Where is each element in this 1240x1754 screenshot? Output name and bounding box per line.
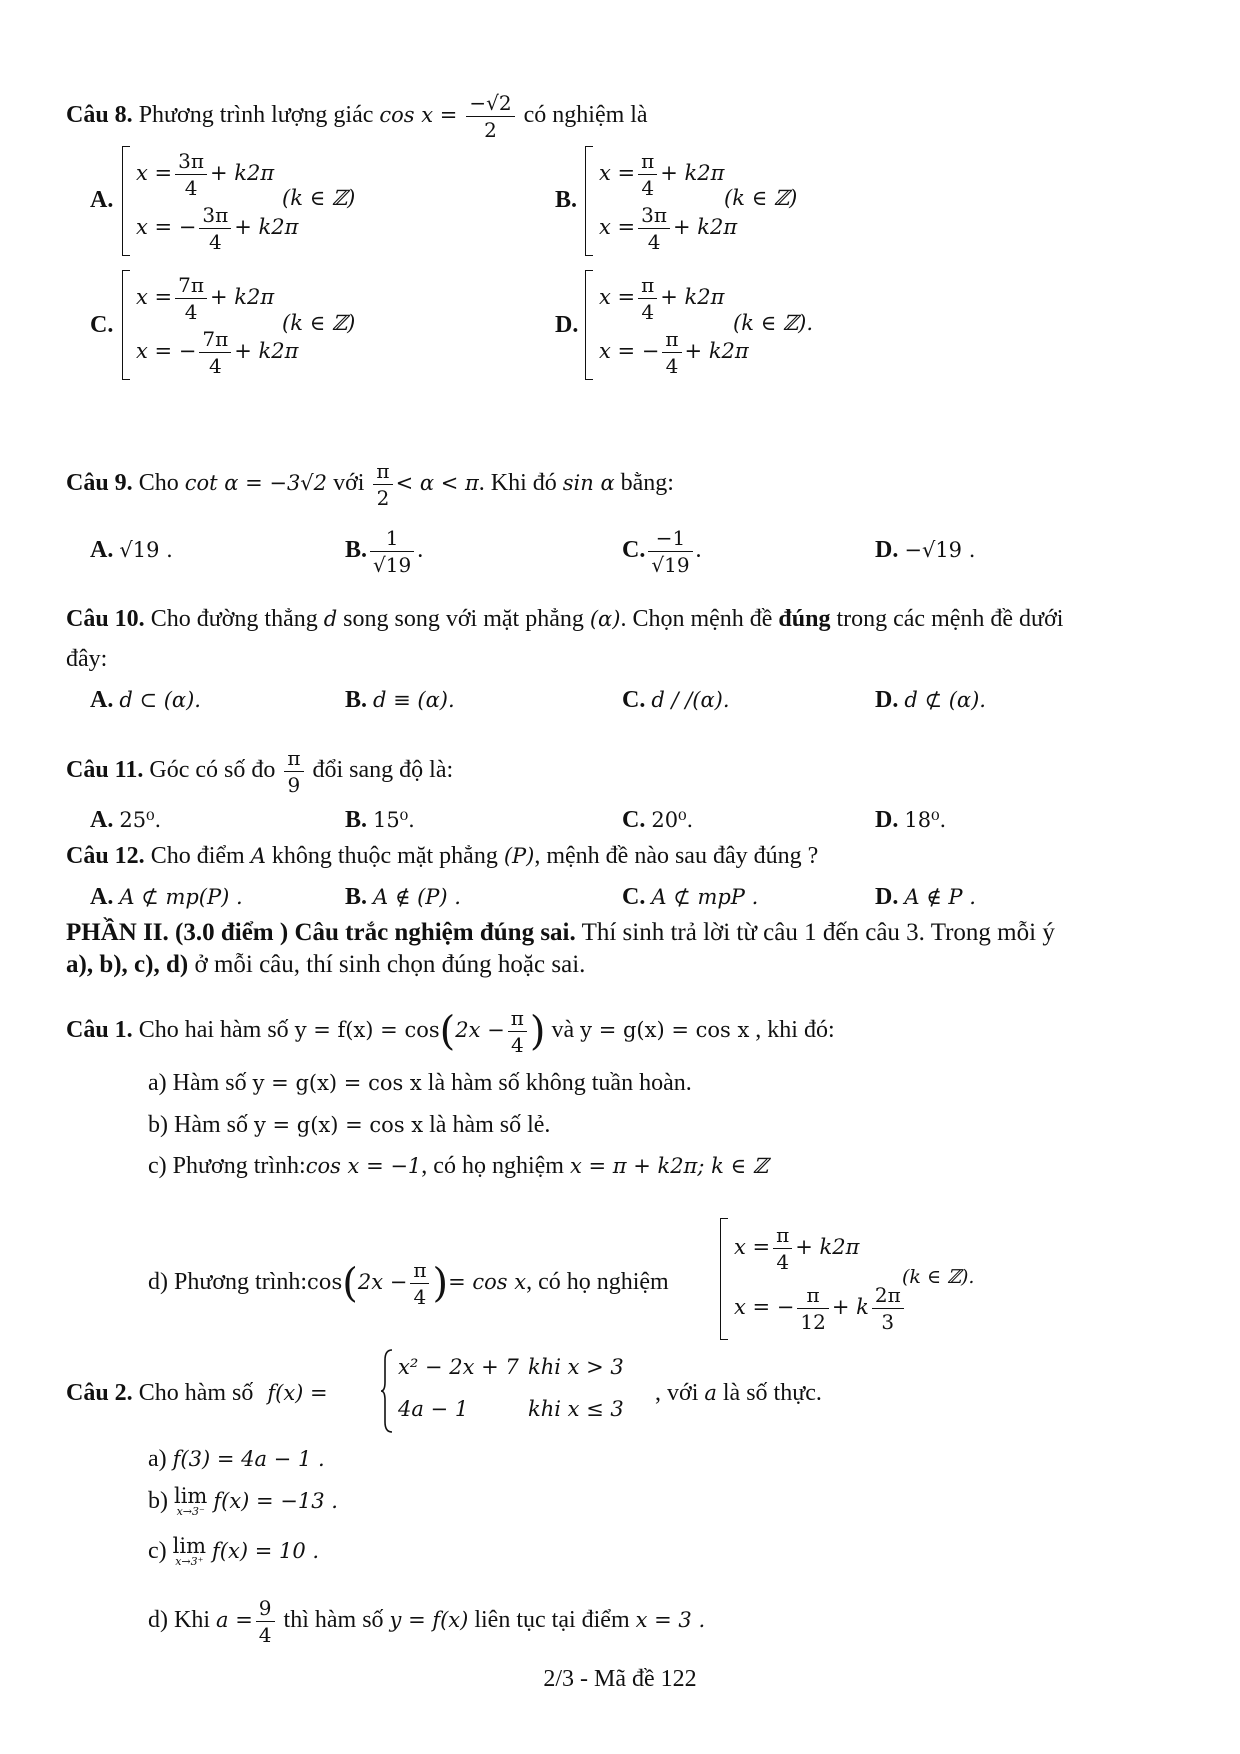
q8-option-a-system: x = $\frac{3\pi}{4}$ + k2π x = − $\frac{3\pi}{4}$ + k2π — [122, 146, 352, 256]
q8-option-b: B. — [555, 187, 578, 213]
q12-option-c: C. A ⊄ mpP . — [622, 884, 759, 910]
p2q2-stem-tail: , với a là số thực. — [655, 1380, 822, 1406]
p2q2-stem: Câu 2. Cho hàm số f(x) = — [66, 1380, 328, 1406]
p2q1-item-d: d) Phương trình:cos(2x − $\frac{\pi}{4}$ )= cos x, có họ nghiệm — [148, 1257, 669, 1309]
q11-option-c: C. 20⁰. — [622, 807, 694, 833]
q8-option-a: A. — [90, 187, 114, 213]
q9-option-a: A. √19 . — [90, 537, 173, 563]
q8-fraction: $\frac{-√2}{2}$ — [466, 90, 514, 143]
p2q1-item-d-system: x = $\frac{\pi}{4}$ + k2π x = − $\frac{\pi}{12}$ + k $\frac{2\pi}{3}$ — [720, 1218, 920, 1340]
q8-option-c-condition: (k ∈ ℤ) — [282, 311, 356, 335]
q8-option-d: D. — [555, 312, 579, 338]
q9-stem: Câu 9. Cho cot α = −3√2 với $\frac{\pi}{2}$ < α < π. Khi đó sin α bằng: — [66, 459, 674, 510]
q12-option-d: D. A ∉ P . — [875, 884, 976, 910]
p2q2-item-a: a) f(3) = 4a − 1 . — [148, 1446, 325, 1472]
p2q1-item-b: b) Hàm số y = g(x) = cos x là hàm số lẻ. — [148, 1112, 551, 1138]
q11-option-a: A. 25⁰. — [90, 807, 162, 833]
q12-stem: Câu 12. Cho điểm A không thuộc mặt phẳng (P), mệnh đề nào sau đây đúng ? — [66, 843, 819, 869]
p2q1-item-d-condition: (k ∈ ℤ). — [902, 1266, 975, 1288]
q11-option-b: B. 15⁰. — [345, 807, 415, 833]
p2q2-piecewise: x² − 2x + 7 khi x > 3 4a − 1 khi x ≤ 3 — [380, 1348, 650, 1434]
q10-stem-line2: đây: — [66, 646, 108, 672]
q8-label: Câu 8. — [66, 102, 133, 129]
q10-option-d: D. d ⊄ (α). — [875, 687, 986, 713]
part2-heading-line2: a), b), c), d) ở mỗi câu, thí sinh chọn đúng hoặc sai. — [66, 951, 586, 978]
q10-option-c: C. d / /(α). — [622, 687, 730, 713]
q8-option-d-system: x = $\frac{\pi}{4}$ + k2π x = − $\frac{\pi}{4}$ + k2π — [585, 270, 785, 380]
p2q1-stem: Câu 1. Cho hai hàm số y = f(x) = cos(2x − $\frac{\pi}{4}$ ) và y = g(x) = cos x , khi đó: — [66, 1005, 835, 1057]
q9-option-d: D. −√19 . — [875, 537, 976, 563]
q8-option-a-condition: (k ∈ ℤ) — [282, 186, 356, 210]
q10-stem: Câu 10. Cho đường thẳng d song song với mặt phẳng (α). Chọn mệnh đề đúng trong các mệnh đề dưới — [66, 606, 1064, 632]
q10-option-a: A. d ⊂ (α). — [90, 687, 201, 713]
q12-option-a: A. A ⊄ mp(P) . — [90, 884, 243, 910]
q8-option-d-condition: (k ∈ ℤ). — [733, 311, 814, 335]
p2q1-item-c: c) Phương trình:cos x = −1, có họ nghiệm x = π + k2π; k ∈ ℤ — [148, 1153, 769, 1179]
part2-heading: PHẦN II. (3.0 điểm ) Câu trắc nghiệm đúng sai. Thí sinh trả lời từ câu 1 đến câu 3. Trong mỗi ý — [66, 919, 1055, 946]
q8-option-c: C. — [90, 312, 114, 338]
page-footer: 2/3 - Mã đề 122 — [543, 1666, 697, 1692]
p2q2-item-d: d) Khi a = $\frac{9}{4}$ thì hàm số y = f(x) liên tục tại điểm x = 3 . — [148, 1595, 706, 1647]
q10-option-b: B. d ≡ (α). — [345, 687, 455, 713]
q12-option-b: B. A ∉ (P) . — [345, 884, 461, 910]
q11-option-d: D. 18⁰. — [875, 807, 947, 833]
q8-option-b-condition: (k ∈ ℤ) — [724, 186, 798, 210]
q8-option-b-system: x = $\frac{\pi}{4}$ + k2π x = $\frac{3\pi}{4}$ + k2π — [585, 146, 785, 256]
q11-stem: Câu 11. Góc có số đo $\frac{\pi}{9}$ đổi sang độ là: — [66, 746, 454, 797]
p2q1-item-a: a) Hàm số y = g(x) = cos x là hàm số không tuần hoàn. — [148, 1070, 692, 1096]
q8-option-c-system: x = $\frac{7\pi}{4}$ + k2π x = − $\frac{7\pi}{4}$ + k2π — [122, 270, 352, 380]
left-brace-icon — [380, 1348, 394, 1434]
q9-option-b: B. $\frac{1}{√19}$ . — [345, 525, 424, 577]
q9-option-c: C. $\frac{-1}{√19}$ . — [622, 525, 702, 577]
p2q2-item-c: c) lim x→3⁺ f(x) = 10 . — [148, 1534, 320, 1568]
q8-stem: Câu 8. Phương trình lượng giác cos x = $\frac{-√2}{2}$ có nghiệm là — [66, 91, 648, 142]
p2q2-item-b: b) lim x→3⁻ f(x) = −13 . — [148, 1484, 338, 1518]
